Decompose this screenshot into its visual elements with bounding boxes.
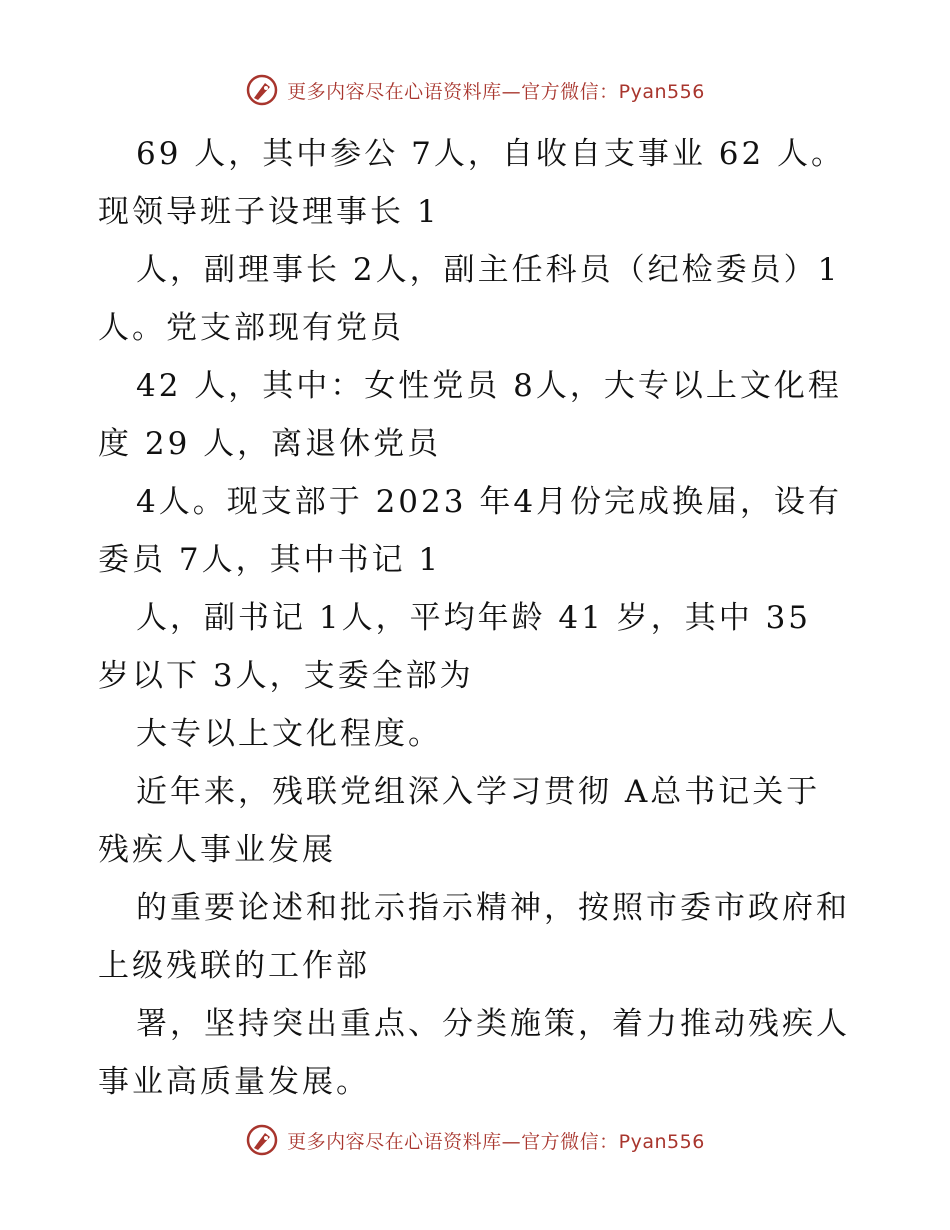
- body-line: 42 人，其中：女性党员 8人，大专以上文化程: [136, 368, 842, 404]
- body-line: 上级残联的工作部: [98, 948, 370, 984]
- body-line: 4人。现支部于 2023 年4月份完成换届，设有: [136, 484, 843, 520]
- document-body: [98, 125, 858, 1111]
- pen-nib-logo-icon: [245, 73, 279, 107]
- body-line: 69 人，其中参公 7人，自收自支事业 62 人。: [136, 136, 846, 172]
- body-line: 大专以上文化程度。: [136, 716, 442, 752]
- body-line: 人，副理事长 2人，副主任科员（纪检委员）1: [136, 252, 841, 288]
- body-line: 残疾人事业发展: [98, 832, 336, 868]
- body-line: 事业高质量发展。: [98, 1064, 370, 1100]
- header-watermark-banner: [0, 68, 950, 112]
- footer-watermark-banner: [0, 1118, 950, 1162]
- body-line: 的重要论述和批示指示精神，按照市委市政府和: [136, 890, 850, 926]
- body-line: 现领导班子设理事长 1: [98, 194, 440, 230]
- header-watermark-text: 更多内容尽在心语资料库—官方微信：Pyan556: [287, 80, 705, 103]
- footer-watermark-text: 更多内容尽在心语资料库—官方微信：Pyan556: [287, 1130, 705, 1153]
- body-line: 度 29 人，离退休党员: [98, 426, 442, 462]
- body-line: 人。党支部现有党员: [98, 310, 404, 346]
- body-line: 岁以下 3人，支委全部为: [98, 658, 474, 694]
- body-line: 署，坚持突出重点、分类施策，着力推动残疾人: [136, 1006, 850, 1042]
- pen-nib-logo-icon: [245, 1123, 279, 1157]
- body-line: 委员 7人，其中书记 1: [98, 542, 442, 578]
- body-line: 人，副书记 1人，平均年龄 41 岁，其中 35: [136, 600, 812, 636]
- body-line: 近年来，残联党组深入学习贯彻 A总书记关于: [136, 774, 821, 810]
